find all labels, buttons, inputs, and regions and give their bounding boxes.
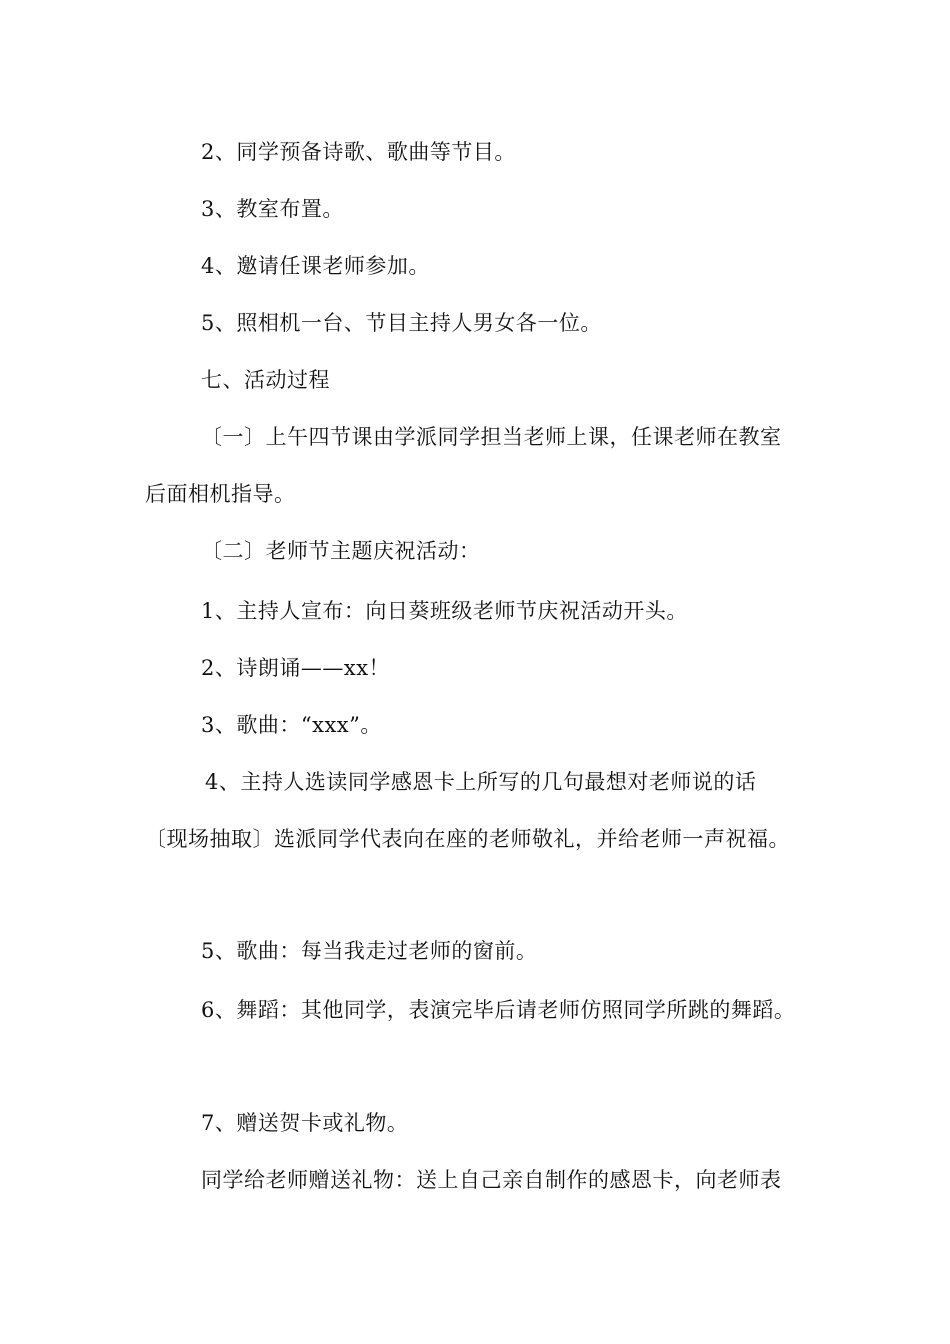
section-heading-activity-process: 七、活动过程 [201,368,330,392]
paragraph-part-one-line-2: 后面相机指导。 [145,482,296,506]
list-item-5-song: 5、歌曲：每当我走过老师的窗前。 [201,939,538,963]
list-item-4-cards-line-2: 〔现场抽取〕选派同学代表向在座的老师敬礼，并给老师一声祝福。 [145,827,790,851]
paragraph-gifts: 同学给老师赠送礼物：送上自己亲自制作的感恩卡，向老师表 [201,1168,782,1192]
list-item-7-gifts: 7、赠送贺卡或礼物。 [201,1111,409,1135]
list-item-5-camera: 5、照相机一台、节目主持人男女各一位。 [201,311,602,335]
subheading-part-two: 〔二〕老师节主题庆祝活动： [201,539,481,563]
list-item-3-classroom: 3、教室布置。 [201,197,344,221]
list-item-1-host: 1、主持人宣布：向日葵班级老师节庆祝活动开头。 [201,599,688,623]
list-item-4-cards-line-1: 4、主持人选读同学感恩卡上所写的几句最想对老师说的话 [205,770,757,794]
paragraph-part-one-line-1: 〔一〕上午四节课由学派同学担当老师上课，任课老师在教室 [201,425,782,449]
list-item-4-invite: 4、邀请任课老师参加。 [201,254,430,278]
list-item-3-song: 3、歌曲：“xxx”。 [201,713,382,737]
list-item-6-dance: 6、舞蹈：其他同学，表演完毕后请老师仿照同学所跳的舞蹈。 [201,998,796,1022]
list-item-2-poem: 2、诗朗诵——xx！ [201,656,391,680]
list-item-2-preparation: 2、同学预备诗歌、歌曲等节目。 [201,140,516,164]
